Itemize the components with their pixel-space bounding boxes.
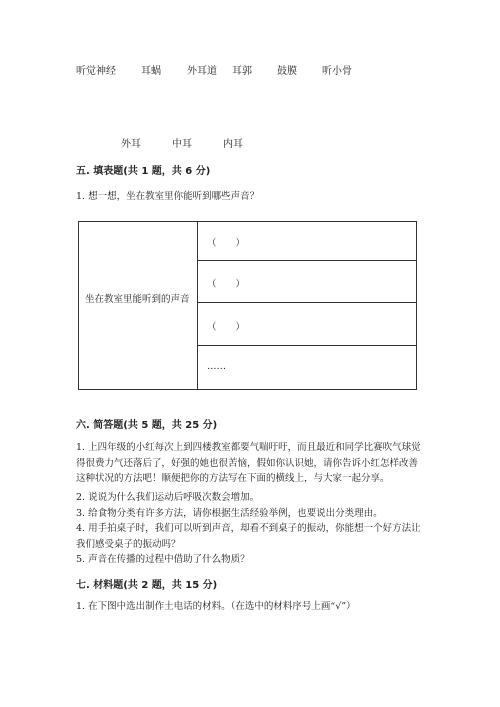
question-text: 1. 在下图中选出制作土电话的材料。（在选中的材料序号上画“√”）	[76, 601, 356, 612]
term-item: 听小骨	[322, 66, 352, 77]
table-divider	[198, 302, 416, 303]
table-label-cell	[78, 221, 198, 390]
term-item: 鼓膜	[277, 66, 297, 77]
answer-blank[interactable]: （ ）	[207, 238, 246, 249]
part-label: 中耳	[172, 139, 192, 150]
question-text: 5. 声音在传播的过程中借助了什么物质？	[76, 554, 250, 565]
question-text: 1. 上四年级的小红每次上到四楼教室都要气喘吁吁，而且最近和同学比赛吹气球觉得很费力气还落后了，好强的她也很苦恼，假如你认识她，请你告诉小红怎样改善这种状况的方法吧！顺便把你的方法写在下面的横线上，与大家一起分享。	[76, 442, 421, 484]
question-text: 2. 说说为什么我们运动后呼吸次数会增加。	[76, 492, 260, 503]
question-text: 4. 用手拍桌子时，我们可以听到声音，却看不到桌子的振动，你能想一个好方法让我们感受桌子的振动吗？	[76, 523, 421, 550]
answer-blank[interactable]: （ ）	[207, 322, 246, 333]
ear-parts-row	[0, 135, 500, 149]
answer-table	[197, 221, 417, 390]
term-item: 耳郭	[232, 66, 252, 77]
answer-ellipsis: ……	[207, 361, 226, 372]
term-item: 听觉神经	[76, 66, 116, 77]
question-text: 1. 想一想，坐在教室里你能听到哪些声音？	[76, 191, 260, 202]
question-text: 3. 给食物分类有许多方法，请你根据生活经验举例，也要说出分类理由。	[76, 508, 383, 519]
term-item: 外耳道	[187, 66, 217, 77]
table-divider	[198, 345, 416, 346]
ear-terms-row	[0, 62, 500, 76]
table-label: 坐在教室里能听到的声音	[85, 294, 190, 305]
term-item: 耳蜗	[141, 66, 161, 77]
section-heading: 五. 填表题(共 1 题，共 6 分)	[76, 166, 211, 177]
part-label: 内耳	[223, 139, 243, 150]
part-label: 外耳	[121, 139, 141, 150]
table-divider	[198, 260, 416, 261]
answer-blank[interactable]: （ ）	[207, 279, 246, 290]
section-heading: 七. 材料题(共 2 题，共 15 分)	[76, 580, 218, 591]
section-heading: 六. 简答题(共 5 题，共 25 分)	[76, 420, 218, 431]
